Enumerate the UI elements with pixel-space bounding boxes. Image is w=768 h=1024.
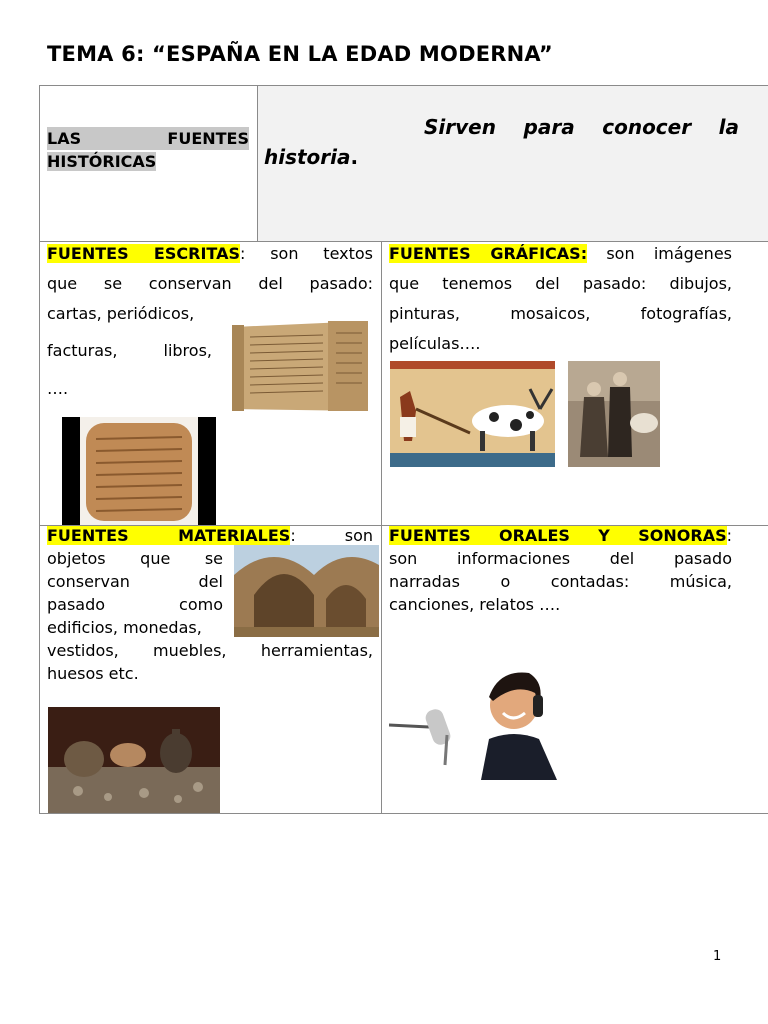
header-left-line2: HISTÓRICAS: [47, 152, 157, 171]
orales-cell: [389, 524, 732, 616]
escritas-line2: que se conservan del pasado:: [47, 274, 373, 293]
materiales-line4: pasado como: [47, 595, 223, 614]
header-right-end: .: [350, 145, 359, 169]
page-number: 1: [713, 949, 722, 964]
header-right-line1: Sirven para conocer la: [424, 115, 739, 139]
materiales-line2: objetos que se: [47, 549, 223, 568]
materiales-line5: edificios, monedas,: [47, 618, 202, 637]
header-left-cell: [47, 127, 249, 173]
escritas-label: FUENTES ESCRITAS: [47, 244, 240, 263]
orales-line2: son informaciones del pasado: [389, 549, 732, 568]
orales-label: FUENTES ORALES Y SONORAS: [389, 526, 727, 545]
materiales-line7: huesos etc.: [47, 664, 139, 683]
clay-tablet-image: [62, 417, 216, 525]
sources-table: [39, 85, 768, 814]
graficas-cell: [389, 239, 732, 359]
escritas-line1: : son textos: [239, 244, 374, 263]
materiales-label: FUENTES MATERIALES: [47, 526, 291, 545]
materiales-line6: vestidos, muebles, herramientas,: [47, 641, 373, 660]
escritas-line4: facturas, libros,: [47, 341, 212, 360]
orales-line3: narradas o contadas: música,: [389, 572, 732, 591]
orales-line4: canciones, relatos ….: [389, 595, 561, 614]
scroll-image: [228, 317, 370, 417]
orales-line1: :: [726, 526, 732, 545]
graficas-line2: que tenemos del pasado: dibujos,: [389, 274, 732, 293]
graficas-line3: pinturas, mosaicos, fotografías,: [389, 304, 732, 323]
header-left-line1: LAS FUENTES: [47, 129, 249, 148]
header-right-line2: historia: [264, 145, 351, 169]
egyptian-painting-image: [390, 361, 555, 467]
pottery-image: [48, 707, 220, 813]
graficas-line4: películas….: [389, 334, 481, 353]
old-photo-image: [568, 361, 660, 467]
header-right-text: [264, 112, 739, 172]
escritas-line5: ….: [47, 379, 69, 398]
microphone-man-image: [389, 665, 569, 780]
graficas-label: FUENTES GRÁFICAS:: [389, 244, 588, 263]
materiales-line3: conservan del: [47, 572, 223, 591]
escritas-line3: cartas, periódicos,: [47, 304, 195, 323]
graficas-line1: son imágenes: [587, 244, 733, 263]
materiales-line1: : son: [290, 526, 373, 545]
arch-ruins-image: [234, 545, 379, 637]
page-title: TEMA 6: “ESPAÑA EN LA EDAD MODERNA”: [47, 42, 553, 66]
